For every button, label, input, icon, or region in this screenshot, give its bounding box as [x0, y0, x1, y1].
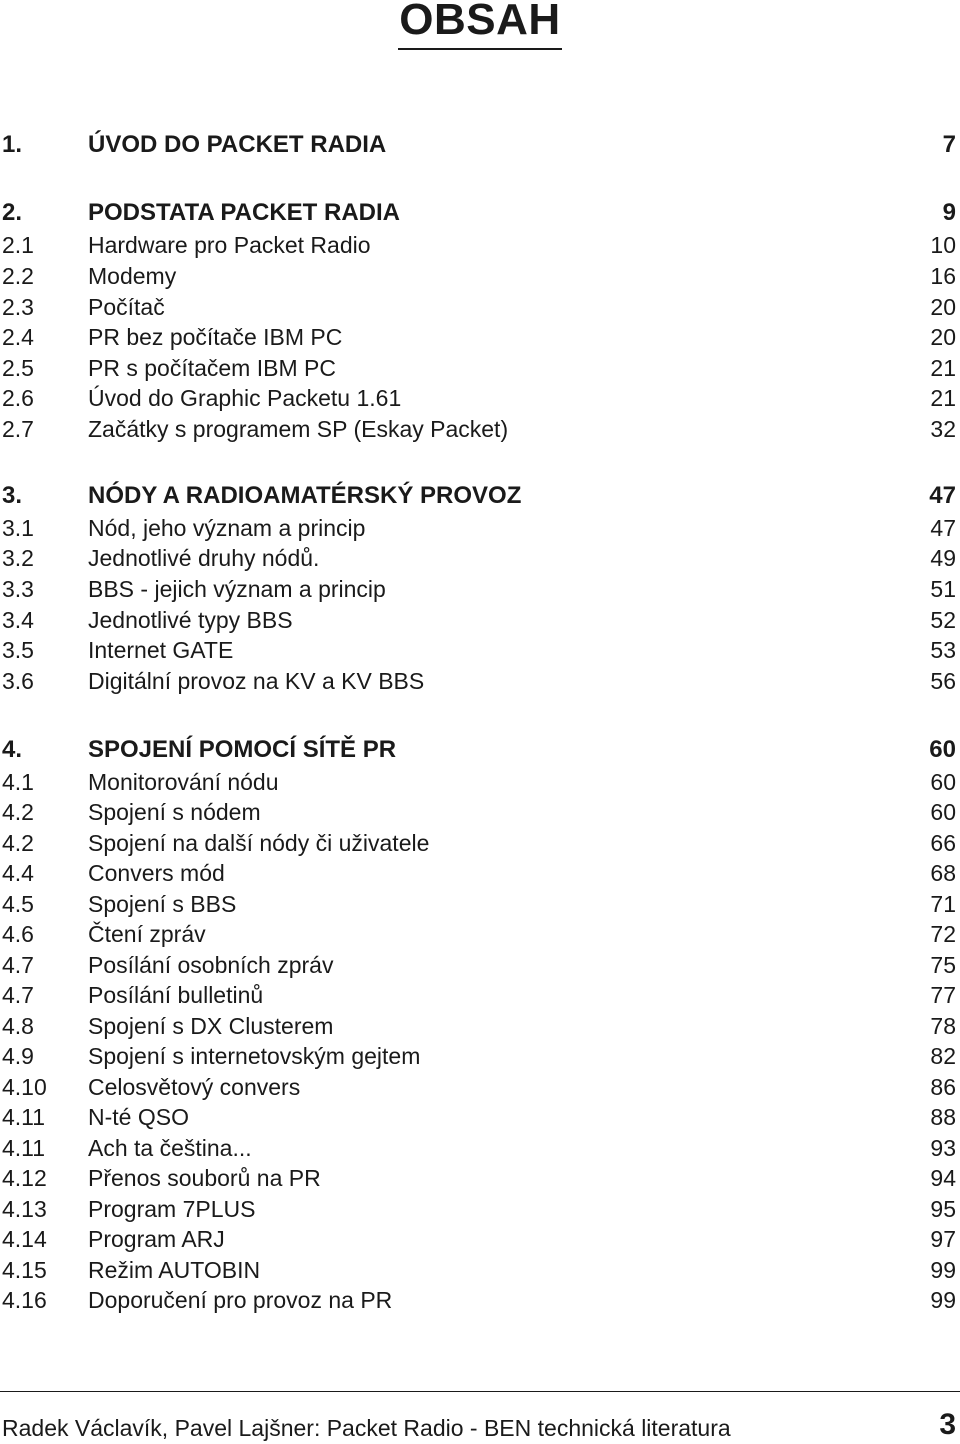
- toc-entry-title: Spojení s internetovským gejtem: [88, 1043, 421, 1069]
- toc-entry-page: 20: [930, 294, 956, 320]
- toc-entry-page: 60: [930, 769, 956, 795]
- toc-entry-title: Ach ta čeština...: [88, 1135, 252, 1161]
- toc-entry-number: 3.3: [2, 576, 34, 602]
- toc-entry-page: 86: [930, 1074, 956, 1100]
- toc-entry-page: 47: [929, 482, 956, 509]
- toc-entry-title: Internet GATE: [88, 637, 234, 663]
- toc-entry-number: 4.10: [2, 1074, 47, 1100]
- toc-section-row: [0, 889, 960, 919]
- toc-entry-number: 2.5: [2, 355, 34, 381]
- toc-entry-page: 97: [930, 1226, 956, 1252]
- footer-credits: Radek Václavík, Pavel Lajšner: Packet Radio - BEN technická literatura: [2, 1415, 731, 1441]
- toc-entry-title: PR bez počítače IBM PC: [88, 324, 343, 350]
- toc-entry-page: 77: [930, 982, 956, 1008]
- toc-entry-page: 95: [930, 1196, 956, 1222]
- toc-entry-title: Modemy: [88, 263, 177, 289]
- toc-entry-number: 4.14: [2, 1226, 47, 1252]
- toc-entry-number: 3.6: [2, 668, 34, 694]
- toc-section-row: [0, 1255, 960, 1285]
- toc-section-row: [0, 1011, 960, 1041]
- toc-entry-title: NÓDY A RADIOAMATÉRSKÝ PROVOZ: [88, 482, 522, 509]
- toc-section-row: [0, 383, 960, 413]
- toc-entry-number: 3.1: [2, 515, 34, 541]
- toc-entry-title: BBS - jejich význam a princip: [88, 576, 386, 602]
- toc-entry-title: Nód, jeho význam a princip: [88, 515, 366, 541]
- toc-entry-number: 3.4: [2, 607, 34, 633]
- toc-entry-title: PODSTATA PACKET RADIA: [88, 199, 400, 226]
- toc-entry-page: 78: [930, 1013, 956, 1039]
- toc-entry-page: 21: [930, 355, 956, 381]
- footer-page-number: 3: [939, 1408, 956, 1441]
- toc-entry-page: 10: [930, 232, 956, 258]
- toc-section-row: [0, 797, 960, 827]
- toc-entry-number: 2.7: [2, 416, 34, 442]
- toc-section-row: [0, 543, 960, 573]
- toc-entry-number: 4.7: [2, 982, 34, 1008]
- toc-section-row: [0, 261, 960, 291]
- toc-section-row: [0, 513, 960, 543]
- toc-entry-title: N-té QSO: [88, 1104, 189, 1130]
- toc-entry-title: Začátky s programem SP (Eskay Packet): [88, 416, 509, 442]
- toc-entry-page: 94: [930, 1165, 956, 1191]
- toc-entry-page: 68: [930, 860, 956, 886]
- toc-entry-number: 4.9: [2, 1043, 34, 1069]
- toc-section-row: [0, 858, 960, 888]
- toc-entry-title: Program ARJ: [88, 1226, 225, 1252]
- toc-entry-page: 51: [930, 576, 956, 602]
- toc-entry-page: 99: [930, 1287, 956, 1313]
- toc-entry-title: Digitální provoz na KV a KV BBS: [88, 668, 425, 694]
- toc-entry-page: 53: [930, 637, 956, 663]
- toc-entry-page: 93: [930, 1135, 956, 1161]
- toc-chapter-row: [0, 198, 960, 228]
- toc-entry-number: 4.5: [2, 891, 34, 917]
- toc-entry-page: 60: [930, 799, 956, 825]
- toc-entry-title: PR s počítačem IBM PC: [88, 355, 336, 381]
- toc-entry-title: Spojení s BBS: [88, 891, 237, 917]
- toc-section-row: [0, 414, 960, 444]
- toc-entry-number: 2.2: [2, 263, 34, 289]
- toc-entry-number: 4.7: [2, 952, 34, 978]
- toc-section-row: [0, 666, 960, 696]
- toc-entry-title: SPOJENÍ POMOCÍ SÍTĚ PR: [88, 736, 397, 763]
- toc-entry-title: Celosvětový convers: [88, 1074, 301, 1100]
- toc-entry-title: Jednotlivé typy BBS: [88, 607, 293, 633]
- toc-entry-number: 3.5: [2, 637, 34, 663]
- toc-entry-title: Čtení zpráv: [88, 921, 206, 947]
- toc-entry-number: 4.8: [2, 1013, 34, 1039]
- page-title: OBSAH: [399, 0, 561, 44]
- toc-entry-number: 4.16: [2, 1287, 47, 1313]
- toc-entry-number: 4.2: [2, 830, 34, 856]
- toc-entry-page: 71: [930, 891, 956, 917]
- toc-entry-title: ÚVOD DO PACKET RADIA: [88, 131, 387, 158]
- toc-entry-number: 4.15: [2, 1257, 47, 1283]
- toc-section-row: [0, 1285, 960, 1315]
- toc-entry-number: 2.3: [2, 294, 34, 320]
- toc-entry-page: 56: [930, 668, 956, 694]
- toc-entry-title: Počítač: [88, 294, 165, 320]
- toc-entry-page: 82: [930, 1043, 956, 1069]
- toc-entry-title: Monitorování nódu: [88, 769, 279, 795]
- toc-entry-number: 2.4: [2, 324, 34, 350]
- toc-entry-title: Spojení s nódem: [88, 799, 261, 825]
- toc-entry-number: 4.11: [2, 1135, 46, 1161]
- toc-entry-number: 4.1: [2, 769, 34, 795]
- toc-section-row: [0, 230, 960, 260]
- toc-section-row: [0, 828, 960, 858]
- toc-entry-number: 4.6: [2, 921, 34, 947]
- toc-entry-page: 60: [929, 736, 956, 763]
- toc-section-row: [0, 767, 960, 797]
- toc-section-row: [0, 1163, 960, 1193]
- toc-entry-page: 88: [930, 1104, 956, 1130]
- toc-entry-title: Jednotlivé druhy nódů.: [88, 545, 320, 571]
- toc-entry-number: 1.: [2, 131, 23, 158]
- toc-section-row: [0, 322, 960, 352]
- toc-entry-number: 3.: [2, 482, 23, 509]
- toc-entry-page: 16: [930, 263, 956, 289]
- toc-entry-number: 4.4: [2, 860, 34, 886]
- toc-entry-title: Program 7PLUS: [88, 1196, 256, 1222]
- toc-entry-page: 72: [930, 921, 956, 947]
- toc-section-row: [0, 353, 960, 383]
- toc-entry-number: 3.2: [2, 545, 34, 571]
- toc-entry-number: 4.12: [2, 1165, 47, 1191]
- toc-entry-page: 99: [930, 1257, 956, 1283]
- toc-section-row: [0, 1072, 960, 1102]
- toc-entry-page: 21: [930, 385, 956, 411]
- toc-entry-page: 49: [930, 545, 956, 571]
- toc-entry-number: 2.: [2, 199, 23, 226]
- toc-entry-page: 66: [930, 830, 956, 856]
- toc-section-row: [0, 1133, 960, 1163]
- toc-section-row: [0, 1194, 960, 1224]
- toc-entry-title: Posílání osobních zpráv: [88, 952, 334, 978]
- toc-entry-page: 32: [930, 416, 956, 442]
- toc-entry-page: 7: [942, 131, 956, 158]
- toc-entry-title: Hardware pro Packet Radio: [88, 232, 371, 258]
- toc-section-row: [0, 950, 960, 980]
- toc-section-row: [0, 1224, 960, 1254]
- footer-divider: [0, 1391, 960, 1392]
- toc-entry-page: 9: [942, 199, 956, 226]
- toc-entry-title: Convers mód: [88, 860, 225, 886]
- toc-entry-number: 2.1: [2, 232, 34, 258]
- toc-section-row: [0, 1102, 960, 1132]
- toc-entry-number: 4.2: [2, 799, 34, 825]
- toc-entry-title: Přenos souborů na PR: [88, 1165, 321, 1191]
- toc-entry-title: Doporučení pro provoz na PR: [88, 1287, 393, 1313]
- toc-entry-page: 47: [930, 515, 956, 541]
- toc-section-row: [0, 574, 960, 604]
- toc-chapter-row: [0, 735, 960, 765]
- toc-chapter-row: [0, 130, 960, 160]
- toc-entry-title: Úvod do Graphic Packetu 1.61: [88, 385, 402, 411]
- toc-section-row: [0, 919, 960, 949]
- toc-entry-page: 52: [930, 607, 956, 633]
- toc-chapter-row: [0, 481, 960, 511]
- toc-entry-title: Spojení s DX Clusterem: [88, 1013, 334, 1039]
- toc-entry-title: Posílání bulletinů: [88, 982, 264, 1008]
- toc-entry-number: 2.6: [2, 385, 34, 411]
- toc-entry-page: 20: [930, 324, 956, 350]
- toc-section-row: [0, 605, 960, 635]
- toc-entry-title: Spojení na další nódy či uživatele: [88, 830, 430, 856]
- toc-section-row: [0, 635, 960, 665]
- toc-section-row: [0, 292, 960, 322]
- toc-entry-number: 4.13: [2, 1196, 47, 1222]
- toc-section-row: [0, 980, 960, 1010]
- toc-entry-number: 4.: [2, 736, 23, 763]
- toc-entry-title: Režim AUTOBIN: [88, 1257, 261, 1283]
- toc-entry-page: 75: [930, 952, 956, 978]
- toc-entry-number: 4.11: [2, 1104, 46, 1130]
- toc-section-row: [0, 1041, 960, 1071]
